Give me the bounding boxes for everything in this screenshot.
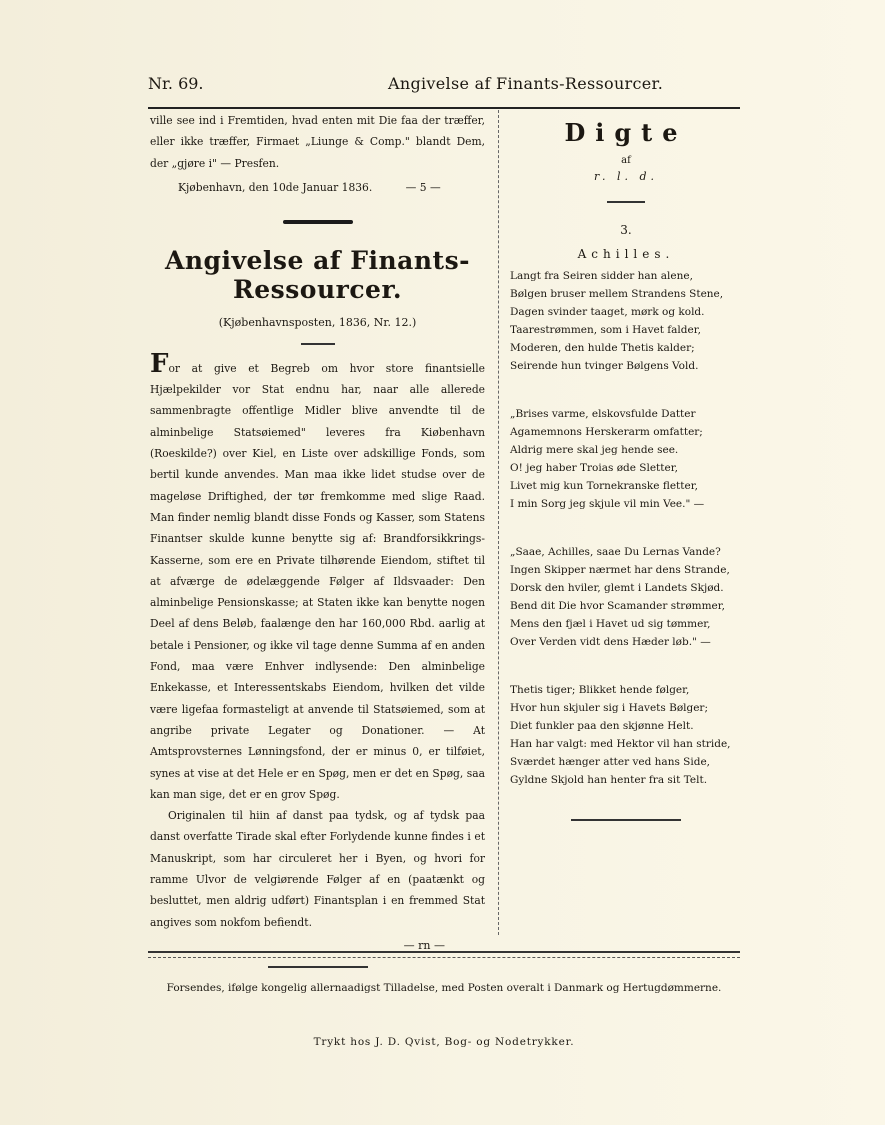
poem-line: Over Verden vidt dens Hæder løb." — [510,636,711,648]
poem-line: Sværdet hænger atter ved hans Side, [510,756,711,768]
poem-line: Dagen svinder taaget, mørk og kold. [510,306,705,318]
running-title: Angivelse af Finants-Ressourcer. [388,74,664,93]
drop-cap: F [150,348,169,379]
column-divider [498,110,499,935]
section-rule [283,220,353,224]
article-source: (Kjøbenhavnsposten, 1836, Nr. 12.) [218,315,417,329]
poem-line: Dorsk den hviler, glemt i Landets Skjød. [510,582,724,594]
header-rule [148,107,740,109]
poem-title: Achilles. [577,247,675,261]
poem-end-rule [571,819,681,821]
printer-imprint: Trykt hos J. D. Qvist, Bog- og Nodetrykker. [313,1036,575,1048]
poem-line: I min Sorg jeg skjule vil min Vee." — [510,498,705,510]
paragraph-2: Originalen til hiin af danst paa tydsk, og af tydsk paa danst overfatte Tirade skal efter Forlydende kunne findes i et Manuskript, som har circuleret her i Byen, og hvori for ramme Ulvor de velgiørende Følger af en (paatænkt og besluttet, men aldrig udført) Finantsplan i en fremmed Stat angives som nokfom befiendt. [150,809,485,929]
poem-line: Mens den fjæl i Havet ud sig tømmer, [510,618,711,630]
paragraph-1 [150,348,485,805]
poem-stanza [510,405,742,513]
right-column [510,110,742,821]
poem-line: „Saae, Achilles, saae Du Lernas Vande? [510,546,721,558]
footer-rule [148,951,740,953]
poem-body [510,267,742,789]
intro-text: ville see ind i Fremtiden, hvad enten mit Die faa der træffer, eller ikke træffer, Firmaet „Liunge & Comp." blandt Dem, der „gjøre i" — Presfen. [150,114,485,170]
poem-line: Bend dit Die hvor Scamander strømmer, [510,600,725,612]
poem-line: „Brises varme, elskovsfulde Datter [510,408,696,420]
poem-rule [607,201,645,203]
poem-line: Thetis tiger; Blikket hende følger, [510,684,690,696]
byline-of: af [621,155,631,166]
dateline: Kjøbenhavn, den 10de Januar 1836. [178,180,373,194]
poem-line: O! jeg haber Troias øde Sletter, [510,462,678,474]
page-header [148,72,748,106]
poem-line: Taarestrømmen, som i Havet falder, [510,324,701,336]
end-rule [268,966,368,968]
poem-line: Agamemnons Herskerarm omfatter; [510,426,703,438]
poem-line: Livet mig kun Tornekranske fletter, [510,480,698,492]
poem-stanza [510,267,742,375]
poem-line: Langt fra Seiren sidder han alene, [510,270,693,282]
footer-note: Forsendes, ifølge kongelig allernaadigst Tilladelse, med Posten overalt i Danmark og Hertugdømmerne. [166,982,722,994]
poem-stanza [510,543,742,651]
poem-line: Han har valgt: med Hektor vil han stride, [510,738,731,750]
poem-line: Gyldne Skjold han henter fra sit Telt. [510,774,708,786]
poem-line: Moderen, den hulde Thetis kalder; [510,342,695,354]
paragraph-1-text: or at give et Begreb om hvor store finantsielle Hjælpekilder vor Stat endnu har, naar alle allerede sammenbragte offentlige Midler blive anvendte til de alminbelige Statsøiemed" leveres fra Kiøbenhavn (Roeskilde?) over Kiel, en Liste over adskillige Fonds, som bertil kunde anvendes. Man maa ikke lidet studse over de mageløse Driftighed, der tør fremkomme med slige Raad. Man finder nemlig blandt disse Fonds og Kasser, som Statens Finantser skulde kunne benytte sig af: Brandforsikkrings-Kasserne, som ere en Private tilhørende Eiendom, stiftet til at afværge de ødelæggende Følger af Ildsvaader: Den alminbelige Pensionskasse; at Staten ikke kan benytte nogen Deel af dens Beløb, faalænge den har 160,000 Rbd. aarlig at betale i Pensioner, og ikke vil tage denne Summa af en anden Fond, maa være Enhver indlysende: Den alminbelige Enkekasse, et Interessentskabs Eiendom, hvilken det vilde være ligefaa formasteligt at anvende til Statsøiemed, som at angribe private Legater og Donationer. — At Amtsprovsternes Lønningsfond, der er minus 0, er tilføiet, synes at vise at det Hele er en Spøg, men er det en Spøg, saa kan man sige, det er en grov Spøg. [150,361,485,801]
title-rule [301,343,335,345]
poem-line: Diet funkler paa den skjønne Helt. [510,720,694,732]
left-column [150,110,485,968]
signature: — 5 — [405,180,441,194]
byline-author: r. l. d. [593,170,659,183]
closing-signature: — rn — [403,938,445,952]
poem-line: Hvor hun skjuler sig i Havets Bølger; [510,702,708,714]
poem-number: 3. [620,223,632,237]
footer-rules [148,951,740,958]
article-title: Angivelse af Finants-Ressourcer. [164,245,471,304]
page-number: Nr. 69. [148,74,204,93]
poems-title: Digte [564,118,688,147]
poem-stanza [510,681,742,789]
poem-line: Bølgen bruser mellem Strandens Stene, [510,288,724,300]
poem-line: Ingen Skipper nærmet har dens Strande, [510,564,730,576]
dateline-row [178,177,485,198]
footer-rule-dashed [148,957,740,958]
poem-line: Aldrig mere skal jeg hende see. [510,444,679,456]
poem-line: Seirende hun tvinger Bølgens Vold. [510,360,699,372]
